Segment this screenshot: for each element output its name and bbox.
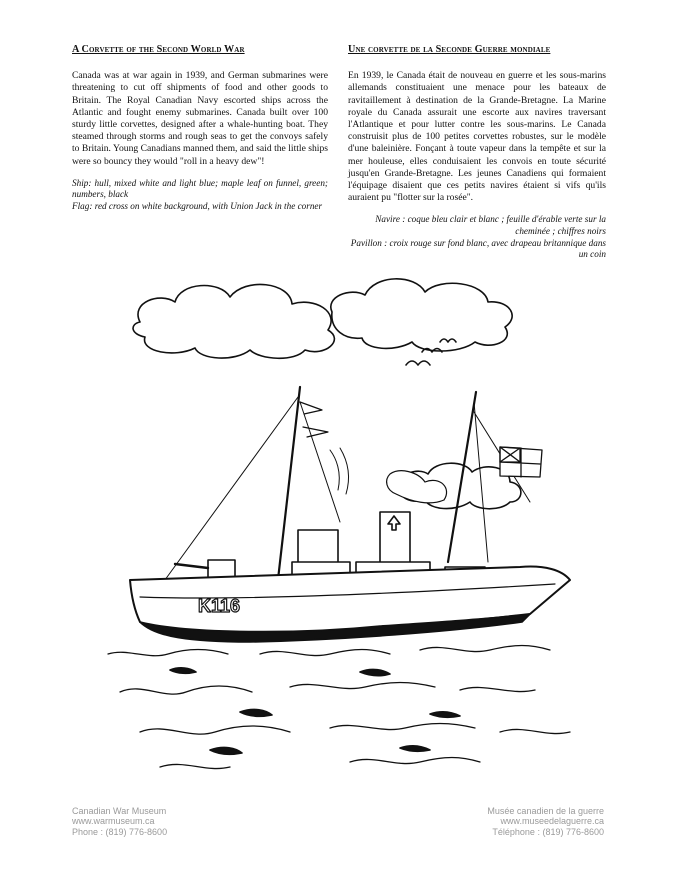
ensign-flag	[500, 447, 542, 477]
footer-museum-name-fr: Musée canadien de la guerre	[487, 806, 604, 816]
hull-number: K116	[198, 596, 241, 616]
french-note-ship: Navire : coque bleu clair et blanc ; feuille d'érable verte sur la cheminée ; chiffres noirs	[375, 214, 606, 237]
french-notes	[348, 214, 606, 260]
french-column	[348, 44, 606, 261]
english-column	[72, 44, 328, 213]
footer-museum-name-en: Canadian War Museum	[72, 806, 167, 816]
english-note-flag: Flag: red cross on white background, with Union Jack in the corner	[72, 201, 323, 212]
footer-right	[487, 806, 604, 837]
english-body: Canada was at war again in 1939, and German submarines were threatening to cut off shipments of food and other goods to Britain. The Royal Canadian Navy escorted ships across the Atlantic and fought enemy submarines. Canada built over 100 sturdy little corvettes, designed after a whale-hunting boat. They steamed through storms and rough seas to get the convoys safely to Britain. Young Canadians manned them, and said the little ships were so bouncy they would "roll in a heavy dew"!	[72, 70, 328, 167]
french-heading: Une corvette de la Seconde Guerre mondiale	[348, 44, 551, 55]
wave-blobs	[170, 668, 460, 754]
english-note-ship: Ship: hull, mixed white and light blue; maple leaf on funnel, green; numbers, black	[72, 177, 328, 200]
smoke-trail	[330, 448, 348, 494]
footer-website-en[interactable]: www.warmuseum.ca	[72, 816, 155, 827]
footer-left	[72, 806, 167, 837]
french-note-flag: Pavillon : croix rouge sur fond blanc, avec drapeau britannique dans un coin	[350, 237, 606, 260]
english-heading: A Corvette of the Second World War	[72, 44, 245, 55]
waves	[108, 646, 570, 769]
cloud-left	[133, 284, 334, 358]
cloud-right	[331, 279, 512, 351]
footer-website-fr[interactable]: www.museedelaguerre.ca	[500, 816, 604, 827]
footer-phone-fr: Téléphone : (819) 776-8600	[492, 826, 604, 837]
english-notes	[72, 178, 328, 213]
footer-phone-en: Phone : (819) 776-8600	[72, 826, 168, 837]
pennant	[300, 402, 328, 437]
corvette-illustration	[100, 262, 620, 782]
french-body: En 1939, le Canada était de nouveau en guerre et les sous-marins allemands constituaient une menace pour les bateaux de ravitaillement à destination de la Grande-Bretagne. La Marine royale du Canada assurait une escorte aux navires traversant l'Atlantique et pour lutter contre les sous-marins. Le Canada construisit plus de 100 petites corvettes robustes, sur le modèle d'une baleinière. Fonçant à toute vapeur dans la tempête et sur la mer houleuse, elles conduisaient les convois en toute sécurité jusqu'en Grande-Bretagne. Les jeunes Canadiens qui formaient l'équipage disaient que ces petits navires étaient si vifs qu'ils auraient pu "flotter sur la rosée".	[348, 70, 606, 204]
